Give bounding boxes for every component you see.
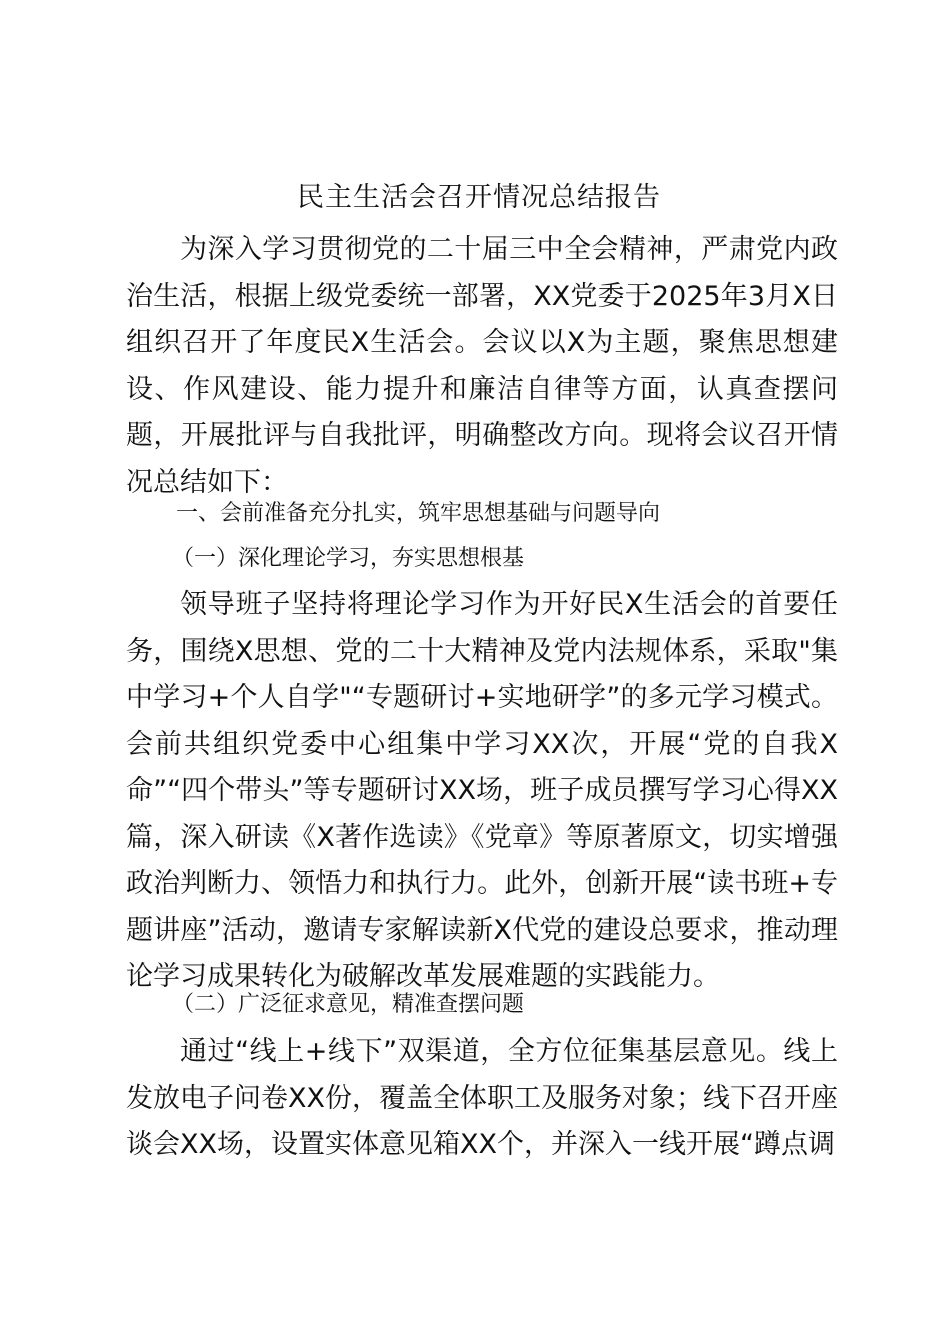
subsection-heading-1-2: （二）广泛征求意见，精准查摆问题 <box>172 992 525 1017</box>
subsection-heading-1-1: （一）深化理论学习，夯实思想根基 <box>172 546 525 571</box>
intro-paragraph: 为深入学习贯彻党的二十届三中全会精神，严肃党内政治生活，根据上级党委统一部署，XX党委于2025年3月X日组织召开了年度民X生活会。会议以X为主题，聚焦思想建设、作风建设、能力提升和廉洁自律等方面，认真查摆问题，开展批评与自我批评，明确整改方向。现将会议召开情况总结如下： <box>126 234 838 498</box>
study-paragraph: 领导班子坚持将理论学习作为开好民X生活会的首要任务，围绕X思想、党的二十大精神及党内法规体系，采取"集中学习+个人自学"“专题研讨+实地研学”的多元学习模式。会前共组织党委中心组集中学习XX次，开展“党的自我X命”“四个带头”等专题研讨XX场，班子成员撰写学习心得XX篇，深入研读《X著作选读》《党章》等原著原文，切实增强政治判断力、领悟力和执行力。此外，创新开展“读书班+专题讲座”活动，邀请专家解读新X代党的建设总要求，推动理论学习成果转化为破解改革发展难题的实践能力。 <box>126 589 838 992</box>
opinions-paragraph: 通过“线上+线下”双渠道，全方位征集基层意见。线上发放电子问卷XX份，覆盖全体职工及服务对象；线下召开座谈会XX场，设置实体意见箱XX个，并深入一线开展“蹲点调 <box>126 1036 838 1160</box>
section-heading-1: 一、会前准备充分扎实，筑牢思想基础与问题导向 <box>176 501 661 526</box>
document-title: 民主生活会召开情况总结报告 <box>297 182 661 213</box>
